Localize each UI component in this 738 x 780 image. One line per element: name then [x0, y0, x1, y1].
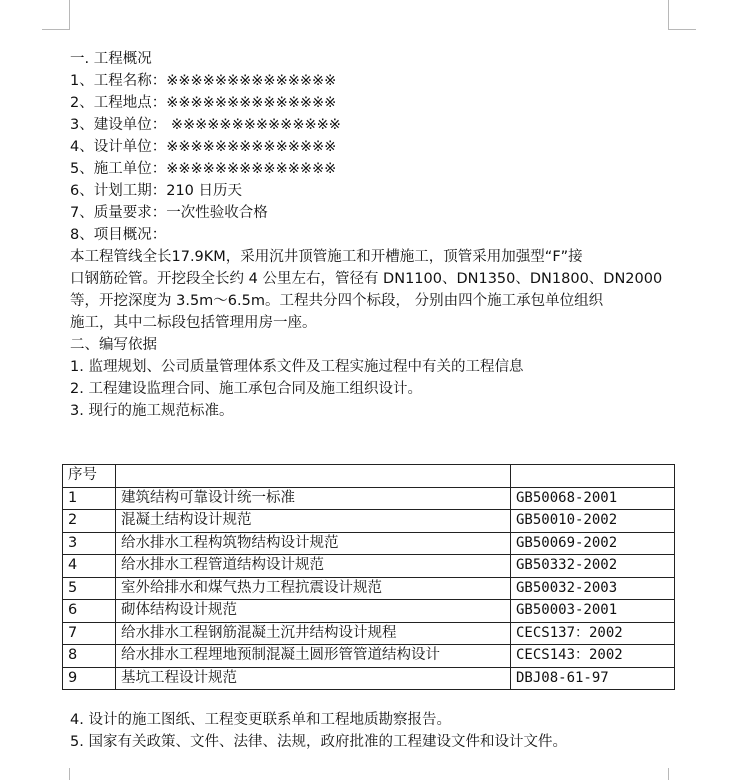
overview-paragraph-line-2: 口钢筋砼管。开挖段全长约 4 公里左右，管径有 DN1100、DN1350、DN1800、DN2000 — [70, 271, 663, 287]
project-location-line: 2、工程地点：※※※※※※※※※※※※※※ — [70, 95, 337, 111]
standard-code: GB50032-2003 — [511, 577, 675, 600]
standard-name: 建筑结构可靠设计统一标准 — [116, 487, 511, 510]
row-number: 9 — [63, 667, 116, 690]
overview-paragraph-line-1: 本工程管线全长17.9KM，采用沉井顶管施工和开槽施工，顶管采用加强型“F”接 — [70, 249, 583, 265]
table-row — [63, 532, 675, 555]
standard-code: GB50003-2001 — [511, 600, 675, 623]
standard-code: DBJ08-61-97 — [511, 667, 675, 690]
table-row — [63, 667, 675, 690]
basis-item-2: 2. 工程建设监理合同、施工承包合同及施工组织设计。 — [70, 381, 422, 397]
owner-line: 3、建设单位： ※※※※※※※※※※※※※※ — [70, 117, 341, 133]
standard-name: 给水排水工程埋地预制混凝土圆形管管道结构设计 — [116, 645, 511, 668]
crop-mark-bottom-left-v — [69, 768, 70, 780]
overview-paragraph-line-3: 等，开挖深度为 3.5m～6.5m。工程共分四个标段， 分别由四个施工承包单位组织 — [70, 293, 604, 309]
row-number: 3 — [63, 532, 116, 555]
crop-mark-top-left-h — [42, 29, 70, 30]
basis-item-3: 3. 现行的施工规范标准。 — [70, 403, 234, 419]
table-row — [63, 600, 675, 623]
header-cell-number: 序号 — [63, 465, 116, 488]
crop-mark-top-left-v — [69, 0, 70, 30]
table-row — [63, 577, 675, 600]
standard-name: 基坑工程设计规范 — [116, 667, 511, 690]
basis-item-1: 1. 监理规划、公司质量管理体系文件及工程实施过程中有关的工程信息 — [70, 359, 524, 375]
basis-item-4: 4. 设计的施工图纸、工程变更联系单和工程地质勘察报告。 — [70, 712, 451, 728]
standard-name: 给水排水工程钢筋混凝土沉井结构设计规程 — [116, 622, 511, 645]
standard-code: GB50010-2002 — [511, 510, 675, 533]
schedule-line: 6、计划工期：210 日历天 — [70, 183, 243, 199]
contractor-line: 5、施工单位：※※※※※※※※※※※※※※ — [70, 161, 337, 177]
header-cell-code — [511, 465, 675, 488]
table-row — [63, 487, 675, 510]
table-row — [63, 622, 675, 645]
standards-table — [62, 464, 675, 690]
row-number: 7 — [63, 622, 116, 645]
standard-name: 混凝土结构设计规范 — [116, 510, 511, 533]
table-row — [63, 510, 675, 533]
standard-name: 给水排水工程管道结构设计规范 — [116, 555, 511, 578]
standard-code: CECS137：2002 — [511, 622, 675, 645]
overview-label-line: 8、项目概况： — [70, 227, 167, 243]
section-2-heading: 二、编写依据 — [70, 337, 157, 353]
header-cell-name — [116, 465, 511, 488]
standard-name: 砌体结构设计规范 — [116, 600, 511, 623]
row-number: 1 — [63, 487, 116, 510]
row-number: 5 — [63, 577, 116, 600]
standard-code: CECS143：2002 — [511, 645, 675, 668]
table-row — [63, 555, 675, 578]
row-number: 4 — [63, 555, 116, 578]
quality-line: 7、质量要求：一次性验收合格 — [70, 205, 268, 221]
section-1-heading: 一. 工程概况 — [70, 51, 152, 67]
crop-mark-bottom-right-v — [668, 768, 669, 780]
standard-code: GB50069-2002 — [511, 532, 675, 555]
standard-code: GB50332-2002 — [511, 555, 675, 578]
project-name-line: 1、工程名称：※※※※※※※※※※※※※※ — [70, 73, 337, 89]
standard-name: 给水排水工程构筑物结构设计规范 — [116, 532, 511, 555]
row-number: 8 — [63, 645, 116, 668]
standard-name: 室外给排水和煤气热力工程抗震设计规范 — [116, 577, 511, 600]
crop-mark-top-right-v — [668, 0, 669, 30]
table-header-row — [63, 465, 675, 488]
crop-mark-top-right-h — [668, 29, 696, 30]
basis-item-5: 5. 国家有关政策、文件、法律、法规，政府批准的工程建设文件和设计文件。 — [70, 734, 567, 750]
standard-code: GB50068-2001 — [511, 487, 675, 510]
table-row — [63, 645, 675, 668]
row-number: 2 — [63, 510, 116, 533]
designer-line: 4、设计单位：※※※※※※※※※※※※※※ — [70, 139, 337, 155]
overview-paragraph-line-4: 施工，其中二标段包括管理用房一座。 — [70, 315, 317, 331]
row-number: 6 — [63, 600, 116, 623]
